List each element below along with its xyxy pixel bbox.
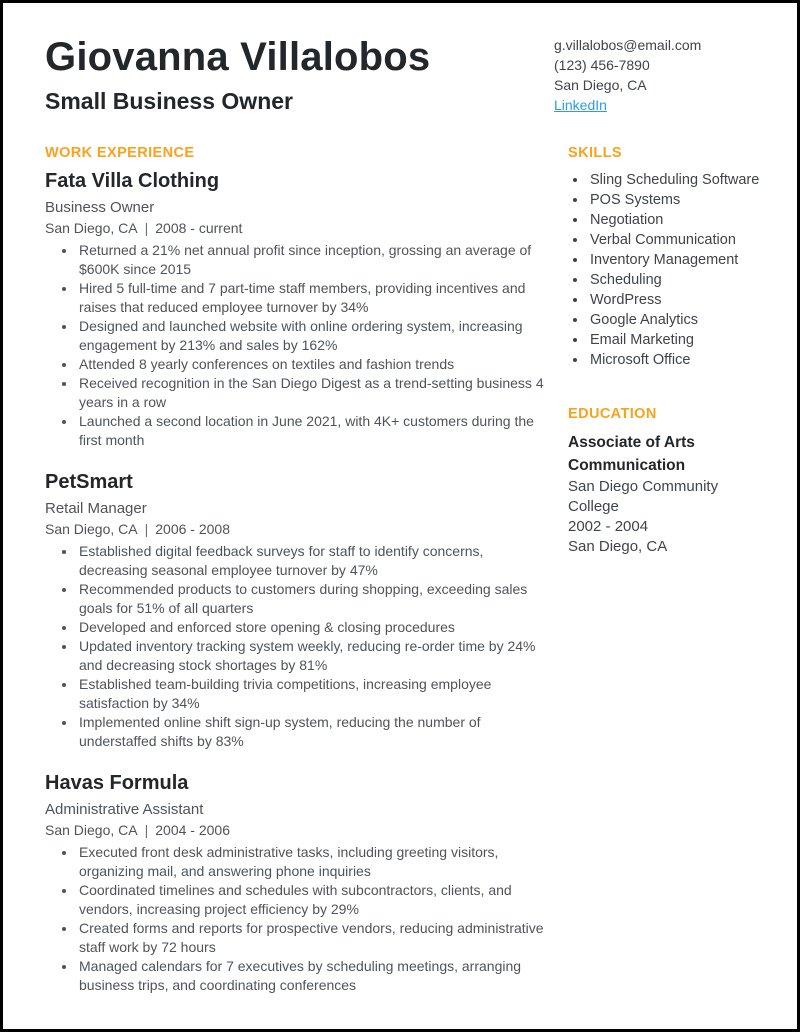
job-meta — [45, 820, 545, 840]
person-title: Small Business Owner — [45, 88, 293, 114]
contact-location: San Diego, CA — [554, 77, 647, 93]
job-role: Administrative Assistant — [45, 801, 204, 818]
work-experience-column — [45, 145, 545, 1016]
education-section — [568, 406, 772, 557]
job-bullet: • Established digital feedback surveys for staff to identify concerns, decreasing seasonal employee turnover by 47% — [77, 542, 545, 580]
education-major: Communication — [568, 457, 686, 474]
skills-section-label: SKILLS — [568, 145, 622, 161]
job-bullet: • Executed front desk administrative tasks, including greeting visitors, organizing mail, and answering phone inquiries — [77, 843, 545, 881]
job-bullet: • Received recognition in the San Diego Digest as a trend-setting business 4 years in a row — [77, 374, 545, 412]
job-bullet-list — [45, 843, 545, 995]
job-bullet-list — [45, 241, 545, 450]
job-location: San Diego, CA — [45, 521, 138, 537]
company-name: Fata Villa Clothing — [45, 170, 220, 192]
education-dates: 2002 - 2004 — [568, 518, 649, 535]
job-dates: 2006 - 2008 — [155, 521, 230, 537]
skill-item: • POS Systems — [588, 190, 772, 210]
job-bullet: • Established team-building trivia competitions, increasing employee satisfaction by 34% — [77, 675, 545, 713]
meta-separator: | — [144, 822, 149, 838]
job-role: Business Owner — [45, 199, 155, 216]
job-bullet: • Developed and enforced store opening & closing procedures — [77, 618, 545, 637]
education-school: San Diego Community College — [568, 478, 719, 515]
skill-item: • Google Analytics — [588, 310, 772, 330]
linkedin-link[interactable]: LinkedIn — [554, 97, 607, 113]
resume-header — [45, 29, 772, 115]
job-dates: 2004 - 2006 — [155, 822, 230, 838]
education-location: San Diego, CA — [568, 538, 668, 555]
skill-item: • Verbal Communication — [588, 230, 772, 250]
job-meta — [45, 218, 545, 238]
job-location: San Diego, CA — [45, 822, 138, 838]
job-role: Retail Manager — [45, 500, 147, 517]
job-bullet: • Launched a second location in June 2021, with 4K+ customers during the first month — [77, 412, 545, 450]
skill-item: • Sling Scheduling Software — [588, 170, 772, 190]
meta-separator: | — [144, 521, 149, 537]
job-entry-havas-formula — [45, 772, 545, 995]
job-bullet-list — [45, 542, 545, 751]
contact-block — [554, 29, 772, 115]
job-bullet: • Implemented online shift sign-up system, reducing the number of understaffed shifts by 83% — [77, 713, 545, 751]
job-entry-fata-villa — [45, 170, 545, 450]
job-bullet: • Returned a 21% net annual profit since inception, grossing an average of $600K since 2015 — [77, 241, 545, 279]
contact-email: g.villalobos@email.com — [554, 37, 702, 53]
education-degree: Associate of Arts — [568, 434, 695, 451]
skill-item: • Microsoft Office — [588, 350, 772, 370]
job-bullet: • Attended 8 yearly conferences on textiles and fashion trends — [77, 355, 545, 374]
job-bullet: • Managed calendars for 7 executives by scheduling meetings, arranging business trips, and coordinating conferences — [77, 957, 545, 995]
job-meta — [45, 519, 545, 539]
company-name: Havas Formula — [45, 772, 189, 794]
job-bullet: • Coordinated timelines and schedules with subcontractors, clients, and vendors, increasing project efficiency by 29% — [77, 881, 545, 919]
main-content — [45, 145, 772, 1016]
job-bullet: • Updated inventory tracking system weekly, reducing re-order time by 24% and decreasing stock shortages by 81% — [77, 637, 545, 675]
company-name: PetSmart — [45, 471, 133, 493]
job-dates: 2008 - current — [155, 220, 243, 236]
education-section-label: EDUCATION — [568, 406, 657, 422]
job-location: San Diego, CA — [45, 220, 138, 236]
job-bullet: • Designed and launched website with online ordering system, increasing engagement by 213% and sales by 162% — [77, 317, 545, 355]
skill-item: • Email Marketing — [588, 330, 772, 350]
meta-separator: | — [144, 220, 149, 236]
job-bullet: • Hired 5 full-time and 7 part-time staff members, providing incentives and raises that reduced employee turnover by 34% — [77, 279, 545, 317]
job-bullet: • Recommended products to customers during shopping, exceeding sales goals for 51% of all quarters — [77, 580, 545, 618]
skill-item: • Inventory Management — [588, 250, 772, 270]
skill-item: • WordPress — [588, 290, 772, 310]
person-name: Giovanna Villalobos — [45, 35, 431, 79]
contact-phone: (123) 456-7890 — [554, 57, 650, 73]
skills-list — [568, 170, 772, 370]
skill-item: • Negotiation — [588, 210, 772, 230]
identity-block — [45, 29, 554, 115]
sidebar-column — [568, 145, 772, 1016]
job-bullet: • Created forms and reports for prospective vendors, reducing administrative staff work by 72 hours — [77, 919, 545, 957]
work-experience-section-label: WORK EXPERIENCE — [45, 145, 195, 161]
job-entry-petsmart — [45, 471, 545, 751]
skill-item: • Scheduling — [588, 270, 772, 290]
